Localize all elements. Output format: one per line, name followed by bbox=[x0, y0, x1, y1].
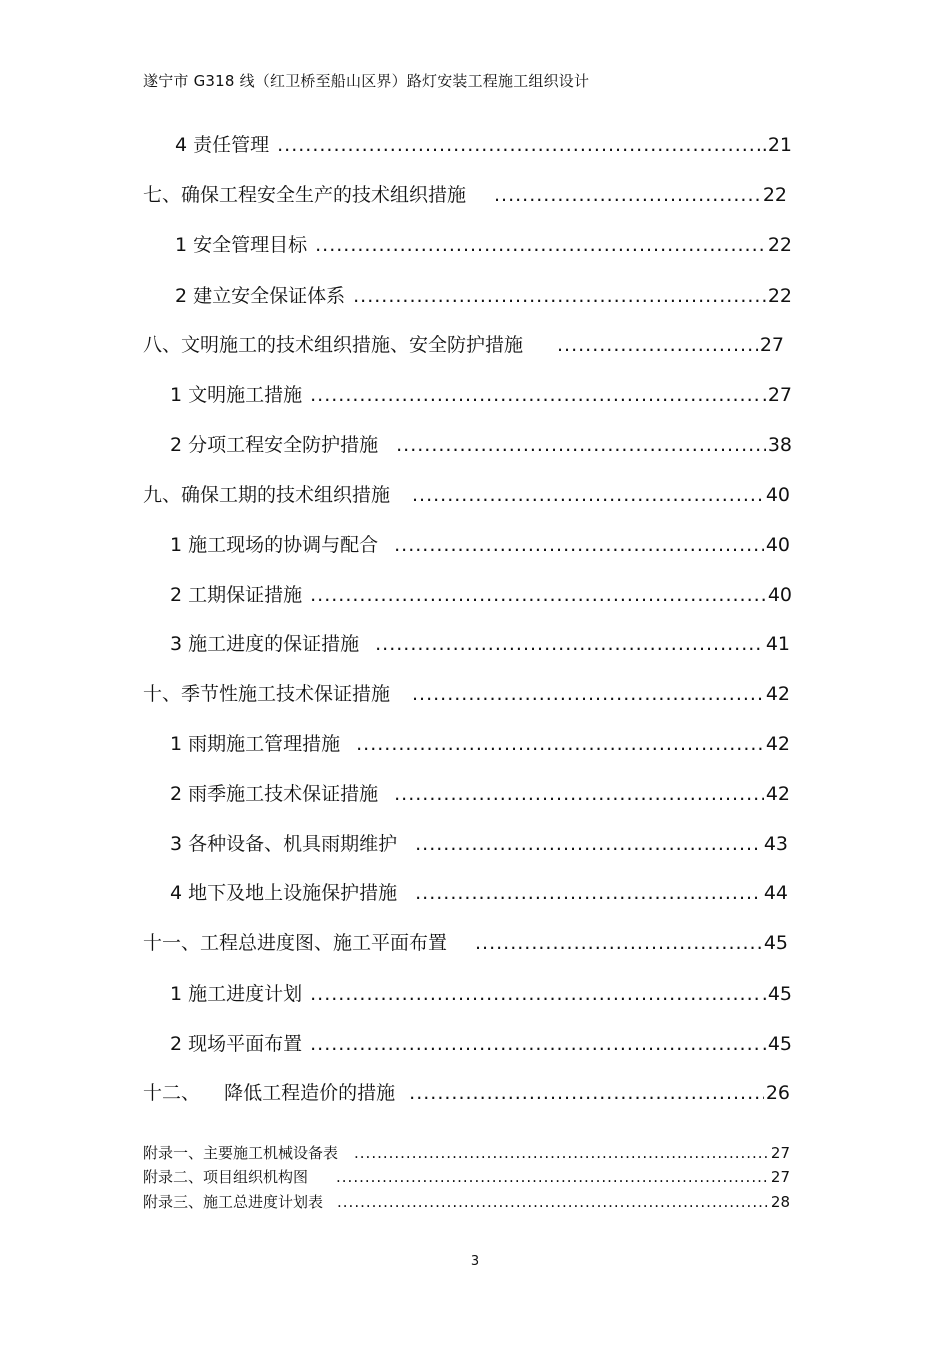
toc-dot-leader bbox=[375, 633, 764, 655]
toc-entry[interactable] bbox=[170, 580, 792, 607]
toc-entry[interactable] bbox=[170, 729, 790, 756]
toc-entry[interactable] bbox=[143, 180, 787, 207]
toc-entry-page: 40 bbox=[767, 584, 792, 606]
toc-entry-label: 1 雨期施工管理措施 bbox=[170, 733, 341, 755]
toc-dot-leader bbox=[277, 134, 760, 156]
toc-entry-label: 1 安全管理目标 bbox=[175, 234, 308, 256]
appendix-entry-page: 27 bbox=[770, 1144, 790, 1162]
toc-entry[interactable] bbox=[143, 1078, 790, 1105]
appendix-entry[interactable] bbox=[143, 1191, 790, 1212]
appendix-entry[interactable] bbox=[143, 1166, 790, 1187]
toc-entry[interactable] bbox=[170, 380, 792, 407]
toc-dot-leader bbox=[409, 1082, 764, 1104]
toc-entry[interactable] bbox=[170, 629, 790, 656]
toc-entry-label: 1 施工进度计划 bbox=[170, 983, 303, 1005]
toc-entry-label: 1 文明施工措施 bbox=[170, 384, 303, 406]
toc-entry-page: 44 bbox=[763, 882, 788, 904]
toc-entry[interactable] bbox=[170, 979, 792, 1006]
toc-entry-label: 3 各种设备、机具雨期维护 bbox=[170, 833, 398, 855]
toc-dot-leader bbox=[310, 384, 760, 406]
toc-dot-leader bbox=[353, 285, 766, 307]
toc-entry-label: 2 建立安全保证体系 bbox=[175, 285, 346, 307]
toc-dot-leader bbox=[310, 584, 766, 606]
toc-entry-page: .21 bbox=[761, 134, 792, 156]
appendix-entry-page: 28 bbox=[770, 1193, 790, 1211]
toc-entry[interactable] bbox=[170, 829, 788, 856]
toc-dot-leader bbox=[356, 733, 764, 755]
toc-entry-label: 十、季节性施工技术保证措施 bbox=[143, 683, 391, 705]
toc-entry[interactable] bbox=[175, 281, 792, 308]
toc-dot-leader bbox=[394, 534, 764, 556]
document-header: 遂宁市 G318 线（红卫桥至船山区界）路灯安装工程施工组织设计 bbox=[143, 72, 590, 90]
toc-dot-leader bbox=[415, 833, 762, 855]
toc-entry-label: 十一、工程总进度图、施工平面布置 bbox=[143, 932, 448, 954]
toc-entry-page: .45 bbox=[761, 1033, 792, 1055]
toc-dot-leader bbox=[354, 1144, 769, 1162]
toc-dot-leader bbox=[475, 932, 762, 954]
toc-entry-label: 3 施工进度的保证措施 bbox=[170, 633, 360, 655]
toc-entry-page: 22 bbox=[767, 234, 792, 256]
toc-entry[interactable] bbox=[143, 928, 788, 955]
toc-entry-page: 41 bbox=[765, 633, 790, 655]
toc-dot-leader bbox=[412, 484, 764, 506]
toc-entry[interactable] bbox=[143, 679, 790, 706]
toc-entry-page: 26 bbox=[765, 1082, 790, 1104]
page-number: 3 bbox=[470, 1254, 480, 1269]
toc-entry-page: 40 bbox=[765, 534, 790, 556]
toc-entry-page: 42 bbox=[765, 783, 790, 805]
toc-entry-label: 九、确保工期的技术组织措施 bbox=[143, 484, 391, 506]
toc-entry[interactable] bbox=[170, 878, 788, 905]
appendix-entry-label: 附录二、项目组织机构图 bbox=[143, 1168, 309, 1186]
toc-entry-label: 2 现场平面布置 bbox=[170, 1033, 303, 1055]
toc-entry-label: 2 雨季施工技术保证措施 bbox=[170, 783, 379, 805]
toc-dot-leader bbox=[557, 334, 758, 356]
toc-entry[interactable] bbox=[170, 530, 790, 557]
toc-entry-label: 2 分项工程安全防护措施 bbox=[170, 434, 379, 456]
toc-entry-label: 4 地下及地上设施保护措施 bbox=[170, 882, 398, 904]
appendix-entry-label: 附录三、施工总进度计划表 bbox=[143, 1193, 324, 1211]
toc-entry-page: 22 bbox=[767, 285, 792, 307]
toc-entry-label: 4 责任管理 bbox=[175, 134, 270, 156]
toc-dot-leader bbox=[394, 783, 764, 805]
appendix-entry-page: 27 bbox=[770, 1168, 790, 1186]
toc-entry[interactable] bbox=[170, 1029, 792, 1056]
toc-dot-leader bbox=[412, 683, 764, 705]
toc-entry-page: 22 bbox=[762, 184, 787, 206]
toc-entry-page: 45 bbox=[763, 932, 788, 954]
toc-entry-page: .27 bbox=[761, 384, 792, 406]
toc-dot-leader bbox=[415, 882, 762, 904]
toc-dot-leader bbox=[310, 983, 760, 1005]
toc-entry-label: 十二、 降低工程造价的措施 bbox=[143, 1082, 396, 1104]
toc-dot-leader bbox=[494, 184, 761, 206]
toc-entry[interactable] bbox=[143, 330, 784, 357]
toc-entry-page: 38 bbox=[767, 434, 792, 456]
toc-entry-label: 七、确保工程安全生产的技术组织措施 bbox=[143, 184, 467, 206]
toc-entry[interactable] bbox=[175, 230, 792, 257]
toc-entry-page: 42 bbox=[765, 733, 790, 755]
toc-entry[interactable] bbox=[170, 430, 792, 457]
toc-dot-leader bbox=[310, 1033, 760, 1055]
toc-entry-label: 八、文明施工的技术组织措施、安全防护措施 bbox=[143, 334, 524, 356]
toc-entry-page: .45 bbox=[761, 983, 792, 1005]
toc-entry[interactable] bbox=[170, 779, 790, 806]
toc-entry[interactable] bbox=[143, 480, 790, 507]
toc-entry-page: 42 bbox=[765, 683, 790, 705]
appendix-entry-label: 附录一、主要施工机械设备表 bbox=[143, 1144, 339, 1162]
toc-entry-label: 1 施工现场的协调与配合 bbox=[170, 534, 379, 556]
toc-dot-leader bbox=[396, 434, 766, 456]
toc-entry[interactable] bbox=[175, 130, 792, 157]
toc-dot-leader bbox=[337, 1193, 769, 1211]
toc-entry-page: 43 bbox=[763, 833, 788, 855]
toc-dot-leader bbox=[336, 1168, 769, 1186]
toc-entry-label: 2 工期保证措施 bbox=[170, 584, 303, 606]
appendix-entry[interactable] bbox=[143, 1142, 790, 1163]
toc-entry-page: 27 bbox=[759, 334, 784, 356]
toc-dot-leader bbox=[315, 234, 766, 256]
toc-entry-page: 40 bbox=[765, 484, 790, 506]
